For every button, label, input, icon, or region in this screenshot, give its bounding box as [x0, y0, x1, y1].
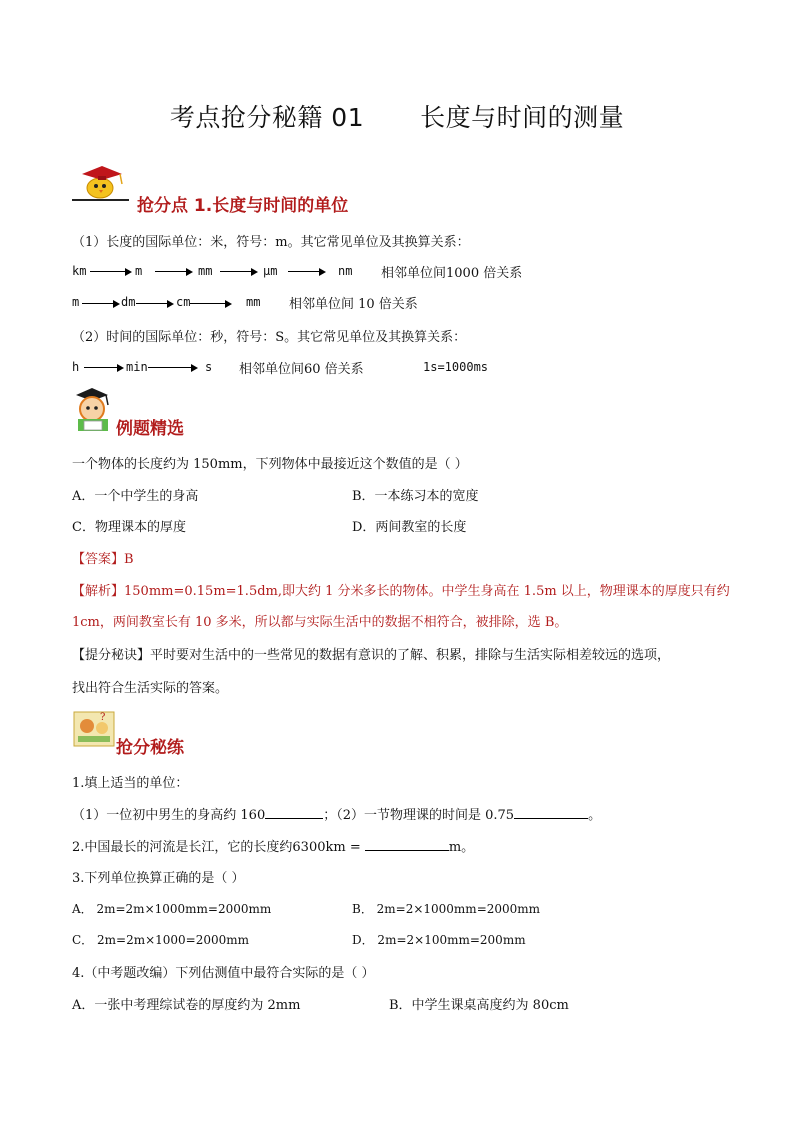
arrow-right-icon [84, 367, 122, 368]
q3-title: 3.下列单位换算正确的是（ ） [72, 871, 245, 886]
tip-line-1: 【提分秘诀】平时要对生活中的一些常见的数据有意识的了解、积累，排除与生活实际相差较远的选项， [72, 648, 671, 663]
option-b: B．一本练习本的宽度 [352, 489, 479, 504]
unit-m: m [72, 295, 80, 309]
practice-icon [72, 706, 116, 750]
section3-heading: 抢分秘练 [116, 738, 184, 758]
answer-line [72, 548, 134, 567]
unit-h: h [72, 360, 80, 374]
unit-mm: mm [198, 264, 213, 278]
arrow-right-icon [155, 271, 191, 272]
section1-heading: 抢分点 1.长度与时间的单位 [137, 196, 349, 216]
q1-items [72, 804, 601, 823]
unit-cm: cm [176, 295, 191, 309]
q4-option-a: A．一张中考理综试卷的厚度约为 2mm [72, 998, 301, 1013]
arrow-right-icon [136, 303, 172, 304]
analysis-text-1: 150mm=0.15m=1.5dm,即大约 1 分米多长的物体。中学生身高在 1.5m 以上，物理课本的厚度只有约 [124, 584, 730, 599]
length-unit-intro: （1）长度的国际单位：米，符号：m。其它常见单位及其换算关系： [72, 235, 470, 250]
answer-value: B [124, 552, 134, 567]
arrow-right-icon [148, 367, 196, 368]
q4-title: 4.（中考题改编）下列估测值中最符合实际的是（ ） [72, 966, 375, 981]
page-title [0, 98, 794, 134]
unit-min: min [126, 360, 148, 374]
arrow-right-icon [190, 303, 230, 304]
q2-end: m。 [448, 840, 475, 855]
q3-option-d: D． 2m=2×100mm=200mm [352, 933, 526, 947]
title-left: 考点抢分秘籍 01 [169, 103, 365, 132]
arrow-right-icon [288, 271, 324, 272]
q2 [72, 836, 474, 855]
q1-end: 。 [588, 808, 602, 823]
time-relation-60: 相邻单位间60 倍关系 [239, 362, 364, 377]
graduation-chick-icon [70, 160, 128, 200]
option-c: C．物理课本的厚度 [72, 520, 186, 535]
unit-m: m [135, 264, 143, 278]
q1-blank-1[interactable] [265, 806, 323, 819]
option-a: A．一个中学生的身高 [72, 489, 199, 504]
length-relation-1000: 相邻单位间1000 倍关系 [381, 266, 523, 281]
option-d: D．两间教室的长度 [352, 520, 467, 535]
arrow-right-icon [82, 303, 118, 304]
q1-title: 1.填上适当的单位： [72, 776, 189, 791]
time-unit-intro: （2）时间的国际单位：秒，符号：S。其它常见单位及其换算关系： [72, 330, 467, 345]
section2-heading: 例题精选 [116, 419, 184, 439]
q2-blank[interactable] [365, 838, 449, 851]
example-question: 一个物体的长度约为 150mm，下列物体中最接近这个数值的是（ ） [72, 457, 468, 472]
q4-option-b: B．中学生课桌高度约为 80cm [389, 998, 569, 1013]
time-equation: 1s=1000ms [423, 360, 489, 374]
tip-line-2: 找出符合生活实际的答案。 [72, 681, 229, 696]
analysis-line-2: 1cm，两间教室长有 10 多米，所以都与实际生活中的数据不相符合，被排除，选 B。 [72, 615, 568, 630]
unit-nm: nm [338, 264, 353, 278]
q1-blank-2[interactable] [514, 806, 588, 819]
analysis-label: 【解析】 [72, 584, 125, 599]
q3-option-b: B． 2m=2×1000mm=2000mm [352, 902, 541, 916]
q3-option-c: C． 2m=2m×1000=2000mm [72, 933, 250, 947]
heading-underline [72, 199, 129, 201]
q1-part2-text: ；（2）一节物理课的时间是 0.75 [323, 808, 515, 823]
q1-part1-text: （1）一位初中男生的身高约 160 [72, 808, 266, 823]
arrow-right-icon [90, 271, 130, 272]
unit-dm: dm [121, 295, 136, 309]
svg-text:?: ? [100, 712, 106, 723]
length-relation-10: 相邻单位间 10 倍关系 [289, 297, 418, 312]
analysis-line-1 [72, 580, 730, 599]
unit-um: μm [263, 264, 278, 278]
answer-label: 【答案】 [72, 552, 125, 567]
unit-km: km [72, 264, 87, 278]
arrow-right-icon [220, 271, 256, 272]
title-right: 长度与时间的测量 [420, 103, 625, 132]
unit-s: s [205, 360, 213, 374]
q3-option-a: A． 2m=2m×1000mm=2000mm [72, 902, 272, 916]
student-reading-icon [70, 385, 116, 435]
unit-mm: mm [246, 295, 261, 309]
q2-text: 2.中国最长的河流是长江，它的长度约6300km = [72, 840, 365, 855]
